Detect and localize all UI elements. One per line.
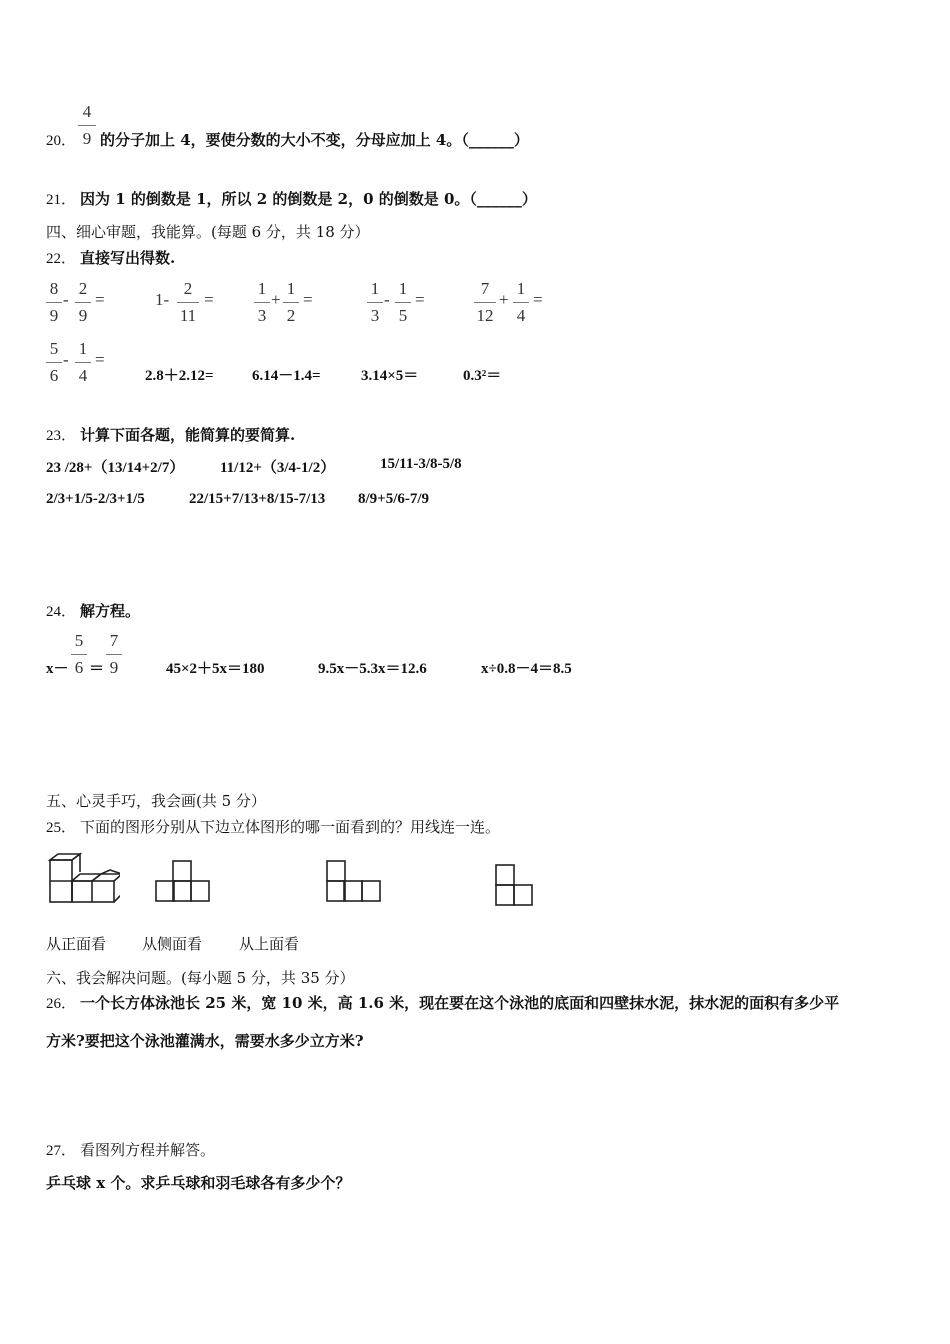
fraction-bar bbox=[75, 302, 91, 303]
q20-number: 20． bbox=[46, 133, 77, 149]
numerator: 2 bbox=[78, 279, 88, 298]
fraction bbox=[395, 280, 411, 325]
fraction bbox=[75, 340, 91, 385]
q26-line1: 一个长方体泳池长 25 米，宽 10 米，高 1.6 米，现在要在这个泳池的底面和四壁抹水泥，抹水泥的面积有多少平 bbox=[80, 994, 840, 1012]
denominator: 6 bbox=[49, 366, 59, 385]
prefix: x－ bbox=[46, 661, 69, 677]
denominator: 6 bbox=[74, 658, 84, 677]
denominator: 9 bbox=[49, 306, 59, 325]
denominator: 4 bbox=[78, 366, 88, 385]
numerator: 7 bbox=[480, 279, 490, 298]
q27-number: 27． bbox=[46, 1143, 77, 1159]
top-view-figure bbox=[494, 862, 538, 910]
denominator: 3 bbox=[257, 306, 267, 325]
equals: ＝ bbox=[89, 661, 105, 677]
numerator: 1 bbox=[516, 279, 526, 298]
numerator: 5 bbox=[49, 339, 59, 358]
q21-text: 因为 1 的倒数是 1，所以 2 的倒数是 2，0 的倒数是 0。（______） bbox=[80, 190, 537, 208]
fraction-bar bbox=[106, 654, 122, 655]
q21-number: 21． bbox=[46, 192, 77, 208]
numerator: 1 bbox=[257, 279, 267, 298]
q23-expression: 2/3+1/5-2/3+1/5 bbox=[46, 491, 145, 507]
operator: - bbox=[63, 290, 69, 309]
denominator: 5 bbox=[398, 306, 408, 325]
numerator: 1 bbox=[398, 279, 408, 298]
denominator: 12 bbox=[476, 306, 494, 325]
numerator: 1 bbox=[370, 279, 380, 298]
denominator: 3 bbox=[370, 306, 380, 325]
fraction bbox=[46, 340, 62, 385]
fraction bbox=[283, 280, 299, 325]
equals: = bbox=[95, 290, 105, 309]
fraction-bar bbox=[75, 362, 91, 363]
q22-row2-item: 0.3²＝ bbox=[463, 368, 502, 384]
fraction-bar bbox=[283, 302, 299, 303]
denominator: 2 bbox=[286, 306, 296, 325]
q22-row2-item: 3.14×5＝ bbox=[361, 368, 419, 384]
front-view-label: 从正面看 bbox=[46, 935, 107, 953]
q27-text: 看图列方程并解答。 bbox=[80, 1141, 216, 1159]
fraction-bar bbox=[78, 125, 96, 126]
q23-number: 23． bbox=[46, 428, 77, 444]
numerator: 7 bbox=[109, 631, 119, 650]
fraction-bar bbox=[367, 302, 383, 303]
q22-number: 22． bbox=[46, 251, 77, 267]
fraction bbox=[177, 280, 199, 325]
denominator: 9 bbox=[109, 658, 119, 677]
q23-text: 计算下面各题，能简算的要简算. bbox=[80, 426, 296, 444]
fraction-bar bbox=[46, 302, 62, 303]
q25-number: 25． bbox=[46, 820, 77, 836]
q24-equation: x÷0.8－4＝8.5 bbox=[481, 661, 572, 677]
side-view-label: 从侧面看 bbox=[142, 935, 203, 953]
fraction-bar bbox=[71, 654, 87, 655]
operator: + bbox=[499, 290, 509, 309]
q24-equation: 9.5x－5.3x＝12.6 bbox=[318, 661, 427, 677]
prefix: 1- bbox=[155, 290, 170, 309]
q22-text: 直接写出得数. bbox=[80, 249, 176, 267]
operator: - bbox=[63, 350, 69, 369]
equals: = bbox=[303, 290, 313, 309]
fraction bbox=[474, 280, 496, 325]
fraction bbox=[106, 632, 122, 677]
q27-line2: 乒乓球 x 个。求乒乓球和羽毛球各有多少个？ bbox=[46, 1174, 351, 1192]
q23-expression: 22/15+7/13+8/15-7/13 bbox=[189, 491, 326, 507]
side-view-figure bbox=[325, 858, 383, 904]
q24-text: 解方程。 bbox=[80, 602, 141, 620]
operator: + bbox=[271, 290, 281, 309]
q20-text: 的分子加上 4，要使分数的大小不变，分母应加上 4。（______） bbox=[100, 131, 529, 149]
denominator: 11 bbox=[179, 306, 197, 325]
equals: = bbox=[95, 350, 105, 369]
fraction bbox=[75, 280, 91, 325]
top-view-label: 从上面看 bbox=[239, 935, 300, 953]
front-view-figure bbox=[154, 858, 212, 904]
q23-expression: 11/12+（3/4-1/2） bbox=[220, 460, 336, 476]
q24-number: 24． bbox=[46, 604, 77, 620]
fraction-bar bbox=[474, 302, 496, 303]
q26-number: 26． bbox=[46, 996, 77, 1012]
fraction bbox=[71, 632, 87, 677]
q23-expression: 8/9+5/6-7/9 bbox=[358, 491, 430, 507]
q22-row2-item: 2.8＋2.12= bbox=[145, 368, 214, 384]
q23-expression: 23 /28+（13/14+2/7） bbox=[46, 460, 185, 476]
solid-figure bbox=[44, 852, 120, 904]
numerator: 1 bbox=[286, 279, 296, 298]
fraction bbox=[513, 280, 529, 325]
denominator: 4 bbox=[516, 306, 526, 325]
section6-title: 六、我会解决问题。(每小题 5 分，共 35 分） bbox=[46, 969, 355, 987]
operator: - bbox=[384, 290, 390, 309]
numerator: 4 bbox=[82, 102, 92, 121]
section5-title: 五、心灵手巧，我会画(共 5 分） bbox=[46, 792, 266, 810]
numerator: 5 bbox=[74, 631, 84, 650]
denominator: 9 bbox=[82, 129, 92, 148]
fraction bbox=[254, 280, 270, 325]
q20-fraction bbox=[78, 103, 96, 148]
fraction bbox=[367, 280, 383, 325]
q25-text: 下面的图形分别从下边立体图形的哪一面看到的？用线连一连。 bbox=[80, 818, 501, 836]
denominator: 9 bbox=[78, 306, 88, 325]
fraction-bar bbox=[395, 302, 411, 303]
fraction bbox=[46, 280, 62, 325]
equals: = bbox=[533, 290, 543, 309]
fraction-bar bbox=[177, 302, 199, 303]
equals: = bbox=[204, 290, 214, 309]
numerator: 1 bbox=[78, 339, 88, 358]
section4-title: 四、细心审题，我能算。(每题 6 分，共 18 分） bbox=[46, 223, 370, 241]
numerator: 8 bbox=[49, 279, 59, 298]
fraction-bar bbox=[513, 302, 529, 303]
fraction-bar bbox=[46, 362, 62, 363]
q24-equation: 45×2＋5x＝180 bbox=[166, 661, 265, 677]
equals: = bbox=[415, 290, 425, 309]
numerator: 2 bbox=[183, 279, 193, 298]
q22-row2-item: 6.14－1.4= bbox=[252, 368, 321, 384]
q23-expression: 15/11-3/8-5/8 bbox=[380, 456, 462, 472]
fraction-bar bbox=[254, 302, 270, 303]
q26-line2: 方米?要把这个泳池灌满水，需要水多少立方米? bbox=[46, 1032, 364, 1050]
